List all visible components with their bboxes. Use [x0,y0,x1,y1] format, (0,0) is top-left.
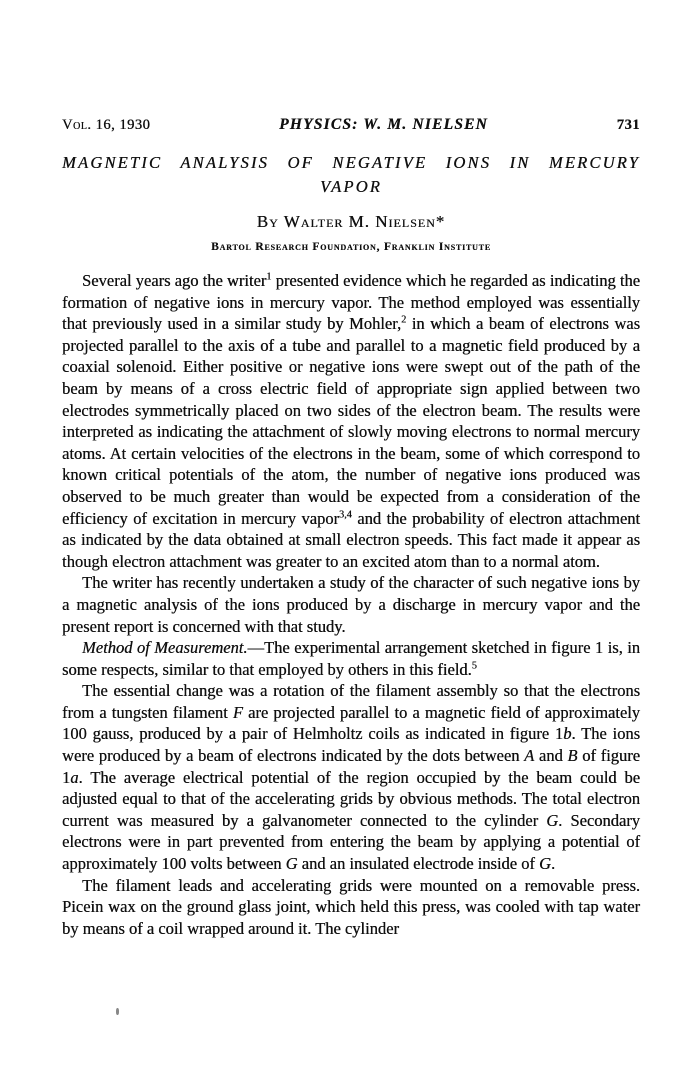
scan-artifact [116,1008,119,1015]
paragraph: The writer has recently undertaken a study of the character of such negative ions by a magnetic analysis of the ions produced by a discharge in mercury vapor and the present report is concerned with that study. [62,573,640,636]
body-text [62,270,640,939]
paragraph: The essential change was a rotation of the filament assembly so that the electrons from a tungsten filament F are projected parallel to a magnetic field of approximately 100 gauss, produced by a pair of Helmholtz coils as indicated in figure 1b. The ions were produced by a beam of electrons indicated by the dots between A and B of figure 1a. The average electrical potential of the region occupied by the beam could be adjusted equal to that of the accelerating grids by obvious methods. The total electron current was measured by a galvanometer connected to the cylinder G. Secondary electrons were in part prevented from entering the beam by applying a potential of approximately 100 volts between G and an insulated electrode inside of G. [62,681,640,874]
paragraph: The filament leads and accelerating grids were mounted on a removable press. Picein wax on the ground glass joint, which held this press, was cooled with tap water by means of a coil wrapped around it. The cylinder [62,875,640,938]
volume-date-label: Vol. 16, 1930 [62,117,151,133]
paragraph: Several years ago the writer$^1$ presented evidence which he regarded as indicating the formation of negative ions in mercury vapor. The method employed was essentially that previously used in a similar study by Mohler,$^2$ in which a beam of electrons was projected parallel to the axis of a tube and parallel to a magnetic field produced by a coaxial solenoid. Either positive or negative ions were swept out of the path of the beam by means of a cross electric field of appropriate sign applied between two electrodes symmetrically placed on two sides of the electron beam. The results were interpreted as indicating the attachment of slowly moving electrons to normal mercury atoms. At certain velocities of the electrons in the beam, some of which correspond to known critical potentials of the atom, the number of negative ions produced was observed to be much greater than would be expected from a consideration of the efficiency of excitation in mercury vapor$^{3,4}$ and the probability of electron attachment as indicated by the data obtained at small electron speeds. This fact made it appear as though electron attachment was greater to an excited atom than to a normal atom. [62,271,640,571]
running-head [62,116,640,134]
article-title: MAGNETIC ANALYSIS OF NEGATIVE IONS IN MERCURY VAPOR [62,153,640,196]
author-affiliation: Bartol Research Foundation, Franklin Institute [211,241,491,253]
page-number: 731 [616,117,640,133]
page-content [62,116,640,939]
author-byline: By Walter M. Nielsen* [256,212,446,231]
paragraph: Method of Measurement.—The experimental arrangement sketched in figure 1 is, in some respects, similar to that employed by others in this field.$^5$ [62,638,640,679]
journal-running-title: PHYSICS: W. M. NIELSEN [279,116,488,133]
